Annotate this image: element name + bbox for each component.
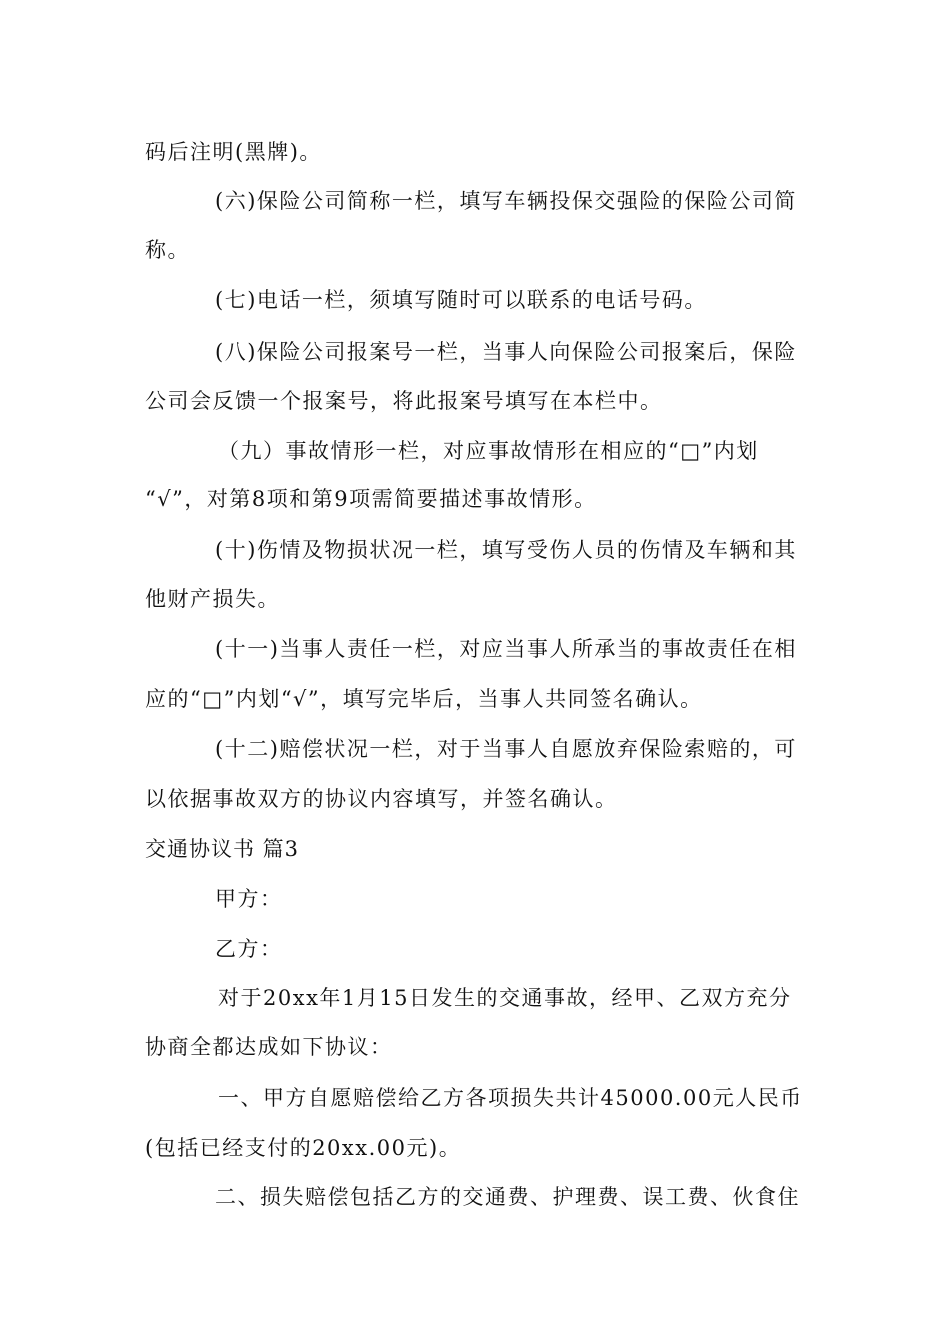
text-line: (六)保险公司简称一栏，填写车辆投保交强险的保险公司简 [215, 189, 797, 213]
party-b-label: 乙方： [215, 937, 283, 961]
text-line: 公司会反馈一个报案号，将此报案号填写在本栏中。 [145, 389, 663, 413]
text-line: 他财产损失。 [145, 587, 280, 611]
text-line: (十一)当事人责任一栏，对应当事人所承当的事故责任在相 [215, 637, 797, 661]
text-line: （九）事故情形一栏，对应事故情形在相应的“□”内划 [218, 439, 759, 463]
text-line: 以依据事故双方的协议内容填写，并签名确认。 [145, 787, 618, 811]
text-line: 二、损失赔偿包括乙方的交通费、护理费、误工费、伙食住 [215, 1185, 800, 1209]
text-line: “√”，对第8项和第9项需简要描述事故情形。 [145, 487, 597, 511]
text-line: (七)电话一栏，须填写随时可以联系的电话号码。 [215, 288, 707, 312]
text-line: 应的“□”内划“√”，填写完毕后，当事人共同签名确认。 [145, 687, 703, 711]
text-line: (十)伤情及物损状况一栏，填写受伤人员的伤情及车辆和其 [215, 538, 797, 562]
text-line: 码后注明(黑牌)。 [145, 140, 322, 164]
text-line: 协商全都达成如下协议： [145, 1035, 393, 1059]
text-line: (包括已经支付的20xx.00元)。 [145, 1136, 462, 1160]
section-heading: 交通协议书 篇3 [145, 837, 300, 861]
text-line: (十二)赔偿状况一栏，对于当事人自愿放弃保险索赔的，可 [215, 737, 797, 761]
text-line: (八)保险公司报案号一栏，当事人向保险公司报案后，保险 [215, 340, 797, 364]
text-line: 对于20xx年1月15日发生的交通事故，经甲、乙双方充分 [218, 986, 792, 1010]
text-line: 一、甲方自愿赔偿给乙方各项损失共计45000.00元人民币 [218, 1086, 803, 1110]
party-a-label: 甲方： [215, 887, 283, 911]
text-line: 称。 [145, 238, 190, 262]
